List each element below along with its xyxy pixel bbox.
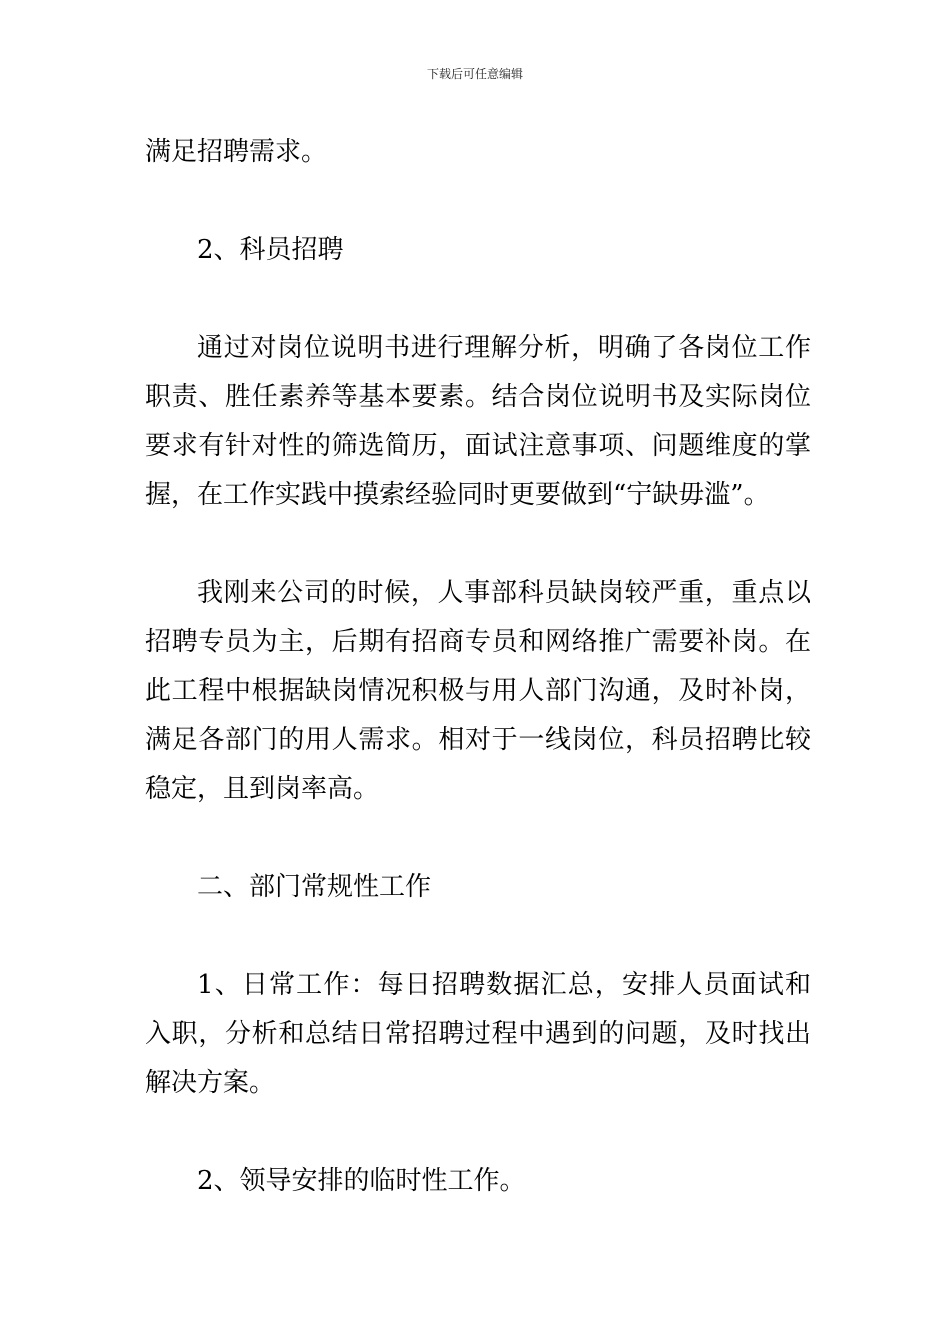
subheading-clerk-recruitment: 2、科员招聘 [197, 235, 344, 265]
paragraph-gap [145, 177, 811, 226]
paragraph-gap [145, 912, 811, 961]
page-header: 下载后可任意编辑 [426, 67, 523, 81]
paragraph-job-analysis: 通过对岗位说明书进行理解分析，明确了各岗位工作职责、胜任素养等基本要素。结合岗位说明书及实际岗位要求有针对性的筛选简历，面试注意事项、问题维度的掌握，在工作实践中摸索经验同时更要做到“宁缺毋滥”。 [145, 333, 811, 510]
paragraph-gap [145, 275, 811, 324]
paragraph-gap [145, 520, 811, 569]
paragraph-daily-work: 1、日常工作：每日招聘数据汇总，安排人员面试和入职，分析和总结日常招聘过程中遇到的问题，及时找出解决方案。 [145, 970, 811, 1098]
document-body [145, 128, 811, 1206]
paragraph-gap [145, 814, 811, 863]
paragraph-temporary-work: 2、领导安排的临时性工作。 [197, 1166, 526, 1196]
paragraph-continuation: 满足招聘需求。 [145, 137, 328, 167]
paragraph-staffing: 我刚来公司的时候，人事部科员缺岗较严重，重点以招聘专员为主，后期有招商专员和网络推广需要补岗。在此工程中根据缺岗情况积极与用人部门沟通，及时补岗，满足各部门的用人需求。相对于一线岗位，科员招聘比较稳定，且到岗率高。 [145, 578, 811, 804]
section-heading-routine-work: 二、部门常规性工作 [197, 872, 432, 902]
paragraph-gap [145, 1108, 811, 1157]
